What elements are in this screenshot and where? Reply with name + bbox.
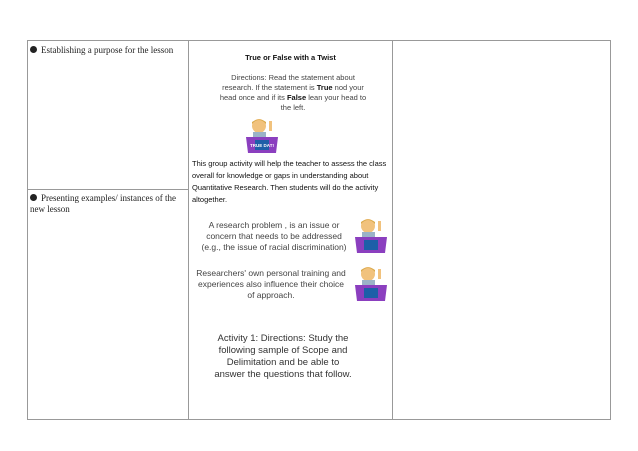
group-activity-text: This group activity will help the teacher to assess the class overall for knowledge or gaps in understanding about Quantitative Research. Then students will do the activity altogether. [192,159,387,204]
bullet-examples [30,193,185,215]
directions-2: nod your head once and if its [219,83,364,102]
column-divider [392,41,393,419]
directions-1: Directions: Read the statement about research. If the statement is [222,73,355,92]
bitmoji-true-dat-icon [354,217,388,253]
directions-3: lean your head to the left. [280,93,367,112]
false-word: False [286,93,307,102]
bullet-icon [30,46,37,53]
lesson-table [27,40,611,420]
bullet-text: Presenting examples/ instances of the new lesson [30,193,176,214]
bitmoji-true-dat-icon [245,117,279,153]
bullet-icon [30,194,37,201]
activity-title: True or False with a Twist [245,53,336,62]
activity-1-directions: Activity 1: Directions: Study the following sample of Scope and Delimitation and be able to answer the questions that follow. [214,333,352,380]
statement-1: A research problem , is an issue or concern that needs to be addressed (e.g., the issue of racial discrimination) [201,220,347,252]
column-divider [188,41,189,419]
bullet-text: Establishing a purpose for the lesson [41,45,174,55]
bitmoji-true-dat-icon [354,265,388,301]
bullet-purpose [30,45,185,56]
true-word: True [316,83,333,92]
statement-2: Researchers' own personal training and experiences also influence their choice of approach. [196,268,346,300]
badge-text: TRUE DAT! [250,143,274,148]
row-divider [28,189,188,190]
directions-text [218,73,368,113]
